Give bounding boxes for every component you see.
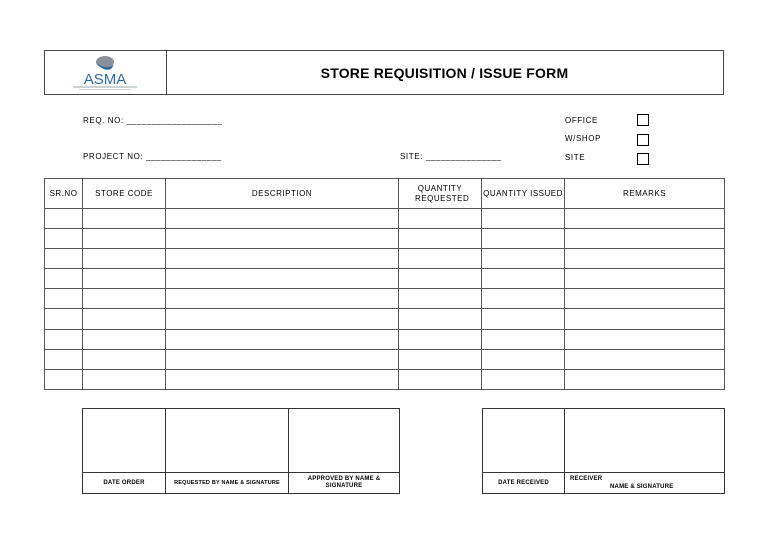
table-cell[interactable] [565, 249, 725, 269]
table-cell[interactable] [399, 329, 482, 349]
form-header [44, 50, 724, 95]
table-cell[interactable] [399, 229, 482, 249]
table-cell[interactable] [399, 309, 482, 329]
table-cell[interactable] [83, 249, 166, 269]
table-row [45, 309, 725, 329]
asma-logo [45, 51, 166, 96]
table-cell[interactable] [482, 329, 565, 349]
receiver-label [565, 473, 725, 494]
table-cell[interactable] [166, 249, 399, 269]
table-cell[interactable] [83, 269, 166, 289]
col-quantity-requested: QUANTITY REQUESTED [399, 179, 482, 209]
col-store-code: STORE CODE [83, 179, 166, 209]
table-cell[interactable] [482, 209, 565, 229]
table-row [45, 249, 725, 269]
col-quantity-issued: QUANTITY ISSUED [482, 179, 565, 209]
table-cell[interactable] [399, 289, 482, 309]
date-received-label: DATE RECEIVED [483, 473, 565, 494]
req-no-field[interactable]: REQ. NO: ___________________ [83, 116, 223, 125]
table-cell[interactable] [565, 309, 725, 329]
table-cell[interactable] [45, 349, 83, 369]
table-cell[interactable] [166, 329, 399, 349]
table-cell[interactable] [399, 369, 482, 389]
table-cell[interactable] [399, 249, 482, 269]
table-cell[interactable] [166, 209, 399, 229]
table-cell[interactable] [482, 229, 565, 249]
table-cell[interactable] [45, 289, 83, 309]
date-order-label: DATE ORDER [83, 473, 166, 494]
table-cell[interactable] [45, 209, 83, 229]
office-checkbox[interactable] [637, 114, 649, 126]
table-cell[interactable] [482, 349, 565, 369]
table-cell[interactable] [166, 349, 399, 369]
table-cell[interactable] [482, 369, 565, 389]
site-label: SITE [565, 153, 586, 162]
table-cell[interactable] [83, 229, 166, 249]
project-no-field[interactable]: PROJECT NO: _______________ [83, 152, 222, 161]
table-cell[interactable] [45, 269, 83, 289]
table-cell[interactable] [482, 289, 565, 309]
date-received-space[interactable] [483, 409, 565, 473]
col-remarks: REMARKS [565, 179, 725, 209]
table-cell[interactable] [45, 309, 83, 329]
receiver-title: RECEIVER [570, 476, 603, 482]
table-cell[interactable] [83, 349, 166, 369]
table-cell[interactable] [45, 369, 83, 389]
form-title: STORE REQUISITION / ISSUE FORM [320, 64, 569, 81]
table-cell[interactable] [482, 249, 565, 269]
col-description: DESCRIPTION [166, 179, 399, 209]
table-cell[interactable] [399, 349, 482, 369]
table-row [45, 289, 725, 309]
table-cell[interactable] [565, 289, 725, 309]
table-cell[interactable] [565, 349, 725, 369]
table-cell[interactable] [83, 309, 166, 329]
table-cell[interactable] [565, 329, 725, 349]
table-cell[interactable] [399, 209, 482, 229]
requested-by-label: REQUESTED BY NAME & SIGNATURE [166, 473, 289, 494]
wshop-label: W/SHOP [565, 134, 602, 143]
table-row [45, 269, 725, 289]
requested-by-space[interactable] [166, 409, 289, 473]
table-cell[interactable] [482, 269, 565, 289]
table-cell[interactable] [565, 209, 725, 229]
table-cell[interactable] [83, 289, 166, 309]
table-cell[interactable] [166, 309, 399, 329]
approved-by-label: APPROVED BY NAME & SIGNATURE [289, 473, 400, 494]
table-cell[interactable] [45, 329, 83, 349]
table-cell[interactable] [166, 229, 399, 249]
table-cell[interactable] [565, 269, 725, 289]
items-table [44, 178, 725, 390]
receiver-subtitle: NAME & SIGNATURE [610, 484, 674, 490]
table-row [45, 349, 725, 369]
table-row [45, 369, 725, 389]
date-order-space[interactable] [83, 409, 166, 473]
table-row [45, 229, 725, 249]
table-cell[interactable] [166, 369, 399, 389]
table-row [45, 329, 725, 349]
office-label: OFFICE [565, 116, 598, 125]
table-cell[interactable] [83, 329, 166, 349]
table-header-row [45, 179, 725, 209]
table-cell[interactable] [565, 229, 725, 249]
site-checkbox[interactable] [637, 153, 649, 165]
table-cell[interactable] [83, 369, 166, 389]
table-cell[interactable] [45, 229, 83, 249]
table-cell[interactable] [166, 269, 399, 289]
logo-cell [45, 51, 167, 94]
table-cell[interactable] [482, 309, 565, 329]
table-cell[interactable] [166, 289, 399, 309]
signature-block-right [482, 408, 725, 494]
signature-block-left [82, 408, 400, 494]
receiver-space[interactable] [565, 409, 725, 473]
table-cell[interactable] [83, 209, 166, 229]
table-cell[interactable] [45, 249, 83, 269]
col-sr-no: SR.NO [45, 179, 83, 209]
table-cell[interactable] [399, 269, 482, 289]
wshop-checkbox[interactable] [637, 134, 649, 146]
site-field[interactable]: SITE: _______________ [400, 152, 502, 161]
table-row [45, 209, 725, 229]
table-cell[interactable] [565, 369, 725, 389]
logo-text: ASMA [83, 71, 127, 88]
approved-by-space[interactable] [289, 409, 400, 473]
